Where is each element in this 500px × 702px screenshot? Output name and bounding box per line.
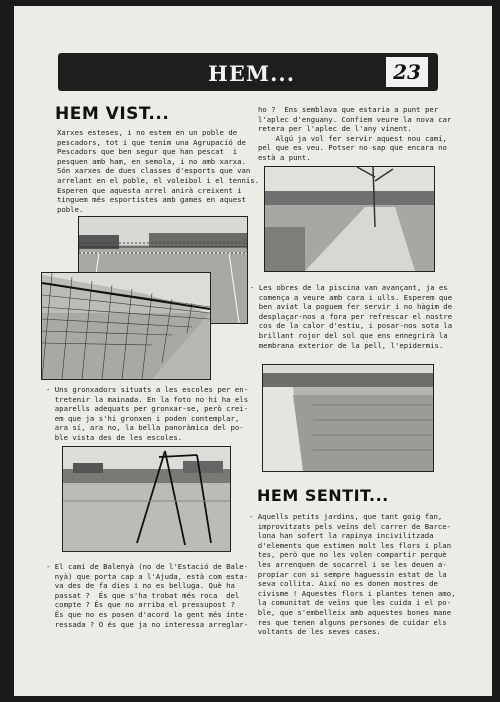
photo-unfinished-road (264, 166, 435, 272)
photo-swings (62, 446, 231, 552)
section-title: HEM... (208, 61, 296, 86)
paragraph-jardins: - Aquells petits jardins, que tant goig fan, improvitzats pels veïns del carrer de Barce- lona han sofert la rapinya incivilitzada d'elements que estimen molt les flors i plan tes, però que no les volen compartir perquè les arrenquen de socarrel i se les deuen a- propiar con si sempre haguessin estat de la seva collita. Així no es donen mostres de civisme ! Aquestes flors i plantes tenen amo, la comunitat de veïns que les cuida i el po- ble, que s'embelleix amb aquestes bones mane res que tenen alguns persones de cuidar els voltants de les seves cases. (249, 512, 456, 637)
heading-hem-vist: HEM VIST... (55, 104, 170, 124)
paragraph-gronxadors: - Uns gronxadors situats a les escoles per en- tretenir la mainada. En la foto no hi ha els aparells adequats per gronxar-se, però crei- em que ja s'hi gronxen i poden contemplar, ara sí, ara no, la bella panoràmica del po- ble vista des de les escoles. (46, 385, 249, 442)
page-number: 23 (386, 57, 428, 87)
paragraph-cami-balenya: - El camí de Balenyà (no de l'Estació de Bale- nyà) que porta cap a l'Ajuda, està com esta- va des de fa dies i no es belluga. Què ha passat ? És que s'ha trobat més roca del compte ? És que no arriba el pressupost ? És que no es posen d'acord la gent més inte- ressada ? O és que ja no interessa arreglar- (46, 562, 249, 629)
photo-volleyball-net (41, 272, 211, 380)
section-banner (58, 53, 438, 91)
paragraph-piscina: - Les obres de la piscina van avançant, ja es comença a veure amb cara i ulls. Esperem que ben aviat la poguem fer servir i no hàgim de desplaçar-nos a fora per refrescar el nostre cos de la calor d'estiu, i posar-nos sota la brillant rojor del sol que ens ennegrirà la membrana exterior de la pell, l'epidermis. (250, 283, 453, 350)
heading-hem-sentit: HEM SENTIT... (257, 486, 389, 505)
paragraph-continuacio: ho ? Ens semblava que estaria a punt per l'aplec d'enguany. Confiem veure la nova car retera per l'aplec de l'any vinent. Algú ja vol fer servir aquest nou camí, pel que es veu. Potser no sap que encara no està a punt. (258, 105, 452, 162)
photo-pool-works (262, 364, 434, 472)
hem-vist-intro: Xarxes esteses, i no estem en un poble de pescadors, tot i que tenim una Agrupació de Pescadors que ben segur que han pescat i pesquen amb ham, en semola, i no amb xarxa. Són xarxes de dues classes d'esports que van arrelant en el poble, el voleibol i el tennis. Esperen que aquesta arrel anirà creixent i tinguem més esportistes amb games en aquest poble. (57, 128, 260, 214)
